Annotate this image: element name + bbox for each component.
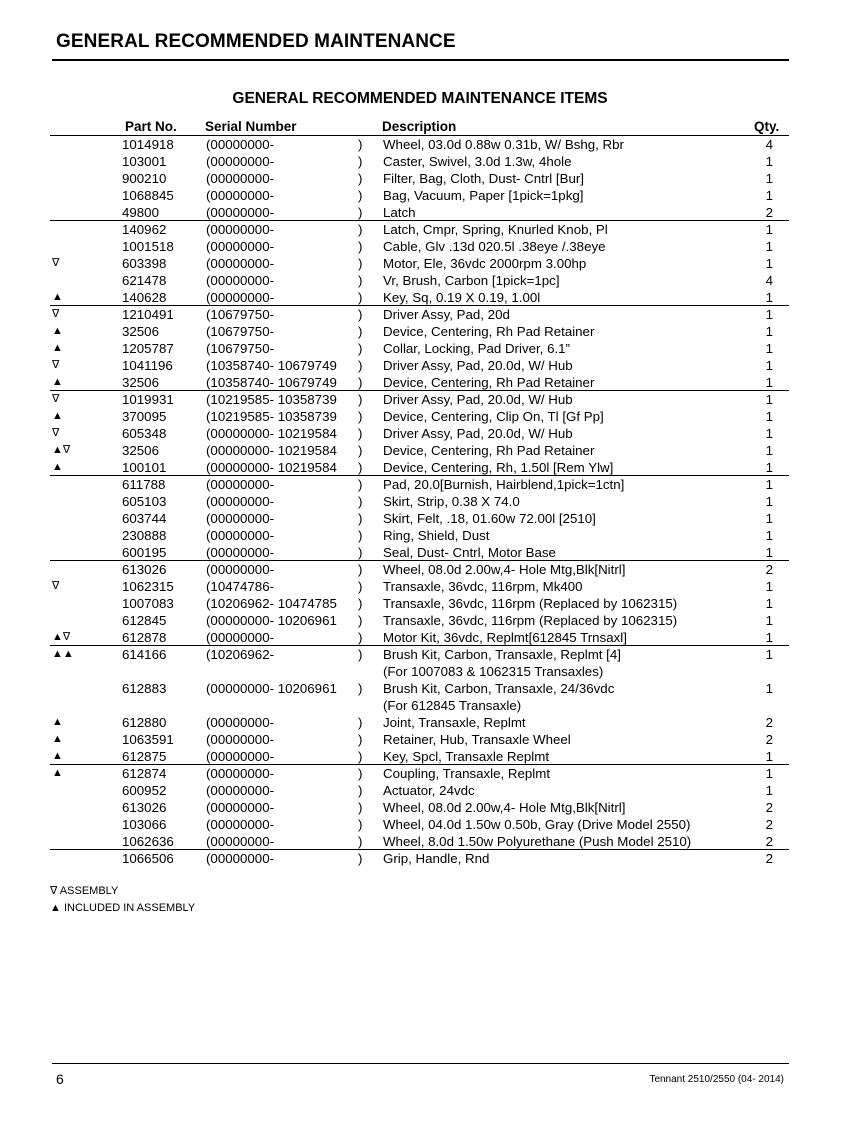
serial-close-paren: ) — [358, 409, 363, 424]
table-row — [0, 187, 866, 204]
quantity: 1 — [765, 375, 773, 390]
legend-included: ▲ INCLUDED IN ASSEMBLY — [50, 902, 196, 914]
description: Latch — [383, 205, 416, 220]
quantity: 1 — [765, 749, 773, 764]
table-row — [0, 714, 866, 731]
part-number: 613026 — [122, 800, 167, 815]
col-part-number: Part No. — [125, 119, 177, 134]
serial-number: (10679750- — [206, 341, 275, 356]
serial-close-paren: ) — [358, 443, 363, 458]
title-rule — [52, 59, 789, 61]
part-number: 103001 — [122, 154, 167, 169]
part-number: 230888 — [122, 528, 167, 543]
row-symbol: ▲ — [52, 716, 63, 728]
description-continued: (For 612845 Transaxle) — [383, 698, 522, 713]
serial-number: (00000000- 10219584 — [206, 460, 337, 475]
description: Joint, Transaxle, Replmt — [383, 715, 526, 730]
row-symbol: ∇ — [52, 359, 60, 371]
part-number: 612883 — [122, 681, 167, 696]
part-number: 612875 — [122, 749, 167, 764]
serial-close-paren: ) — [358, 392, 363, 407]
row-symbol: ∇ — [52, 257, 60, 269]
quantity: 1 — [765, 392, 773, 407]
description: Key, Spcl, Transaxle Replmt — [383, 749, 550, 764]
description: Device, Centering, Clip On, Tl [Gf Pp] — [383, 409, 604, 424]
footer-rule — [52, 1063, 789, 1064]
description: Device, Centering, Rh, 1.50l [Rem Ylw] — [383, 460, 614, 475]
description: Collar, Locking, Pad Driver, 6.1” — [383, 341, 570, 356]
description: Actuator, 24vdc — [383, 783, 475, 798]
description: Transaxle, 36vdc, 116rpm, Mk400 — [383, 579, 583, 594]
description: Brush Kit, Carbon, Transaxle, 24/36vdc — [383, 681, 615, 696]
row-symbol: ▲▲ — [52, 648, 74, 660]
row-symbol: ▲ — [52, 767, 63, 779]
quantity: 1 — [765, 443, 773, 458]
serial-close-paren: ) — [358, 562, 363, 577]
table-row — [0, 357, 866, 374]
row-symbol: ∇ — [52, 308, 60, 320]
section-title: GENERAL RECOMMENDED MAINTENANCE ITEMS — [232, 90, 608, 107]
description: Driver Assy, Pad, 20.0d, W/ Hub — [383, 426, 573, 441]
serial-number: (00000000- — [206, 817, 275, 832]
part-number: 612880 — [122, 715, 167, 730]
quantity: 1 — [765, 188, 773, 203]
part-number: 103066 — [122, 817, 167, 832]
description: Cable, Glv .13d 020.5l .38eye /.38eye — [383, 239, 606, 254]
serial-number: (00000000- — [206, 137, 275, 152]
serial-close-paren: ) — [358, 426, 363, 441]
serial-number: (00000000- — [206, 494, 275, 509]
table-row — [0, 136, 866, 153]
description: Driver Assy, Pad, 20.0d, W/ Hub — [383, 358, 573, 373]
serial-number: (10679750- — [206, 324, 275, 339]
table-row — [0, 442, 866, 459]
table-row — [0, 748, 866, 765]
serial-close-paren: ) — [358, 851, 363, 866]
description: Transaxle, 36vdc, 116rpm (Replaced by 1062315) — [383, 596, 678, 611]
table-row — [0, 289, 866, 306]
serial-close-paren: ) — [358, 817, 363, 832]
row-symbol: ▲∇ — [52, 631, 71, 643]
serial-close-paren: ) — [358, 324, 363, 339]
serial-number: (10358740- 10679749 — [206, 358, 337, 373]
description: Grip, Handle, Rnd — [383, 851, 490, 866]
description: Wheel, 04.0d 1.50w 0.50b, Gray (Drive Model 2550) — [383, 817, 691, 832]
serial-close-paren: ) — [358, 681, 363, 696]
part-number: 600952 — [122, 783, 167, 798]
part-number: 32506 — [122, 443, 159, 458]
quantity: 1 — [765, 494, 773, 509]
table-row — [0, 476, 866, 493]
serial-number: (00000000- — [206, 205, 275, 220]
description: Coupling, Transaxle, Replmt — [383, 766, 551, 781]
serial-number: (00000000- — [206, 290, 275, 305]
part-number: 900210 — [122, 171, 167, 186]
description: Transaxle, 36vdc, 116rpm (Replaced by 1062315) — [383, 613, 678, 628]
serial-close-paren: ) — [358, 766, 363, 781]
description: Skirt, Felt, .18, 01.60w 72.00l [2510] — [383, 511, 596, 526]
serial-number: (00000000- — [206, 545, 275, 560]
description: Device, Centering, Rh Pad Retainer — [383, 324, 595, 339]
part-number: 600195 — [122, 545, 167, 560]
serial-number: (10219585- 10358739 — [206, 392, 337, 407]
row-symbol: ▲ — [52, 733, 63, 745]
table-row — [0, 170, 866, 187]
part-number: 32506 — [122, 375, 159, 390]
row-symbol: ▲∇ — [52, 444, 71, 456]
serial-close-paren: ) — [358, 511, 363, 526]
table-row — [0, 578, 866, 595]
quantity: 1 — [765, 426, 773, 441]
page-title: GENERAL RECOMMENDED MAINTENANCE — [56, 31, 456, 52]
table-row — [0, 391, 866, 408]
quantity: 1 — [765, 681, 773, 696]
quantity: 2 — [765, 834, 773, 849]
serial-close-paren: ) — [358, 375, 363, 390]
serial-close-paren: ) — [358, 579, 363, 594]
serial-number: (00000000- — [206, 188, 275, 203]
table-header — [0, 119, 866, 135]
serial-number: (00000000- — [206, 256, 275, 271]
description: Device, Centering, Rh Pad Retainer — [383, 375, 595, 390]
serial-number: (00000000- 10219584 — [206, 426, 337, 441]
description: Filter, Bag, Cloth, Dust- Cntrl [Bur] — [383, 171, 584, 186]
serial-number: (00000000- — [206, 834, 275, 849]
table-row — [0, 459, 866, 476]
description: Wheel, 8.0d 1.50w Polyurethane (Push Model 2510) — [383, 834, 692, 849]
serial-number: (10206962- 10474785 — [206, 596, 337, 611]
description: Vr, Brush, Carbon [1pick=1pc] — [383, 273, 560, 288]
table-row — [0, 493, 866, 510]
quantity: 1 — [765, 341, 773, 356]
serial-close-paren: ) — [358, 783, 363, 798]
serial-close-paren: ) — [358, 732, 363, 747]
serial-number: (10206962- — [206, 647, 275, 662]
quantity: 1 — [765, 239, 773, 254]
row-symbol: ▲ — [52, 750, 63, 762]
quantity: 2 — [765, 851, 773, 866]
part-number: 621478 — [122, 273, 167, 288]
serial-number: (00000000- — [206, 222, 275, 237]
table-row — [0, 510, 866, 527]
table-row — [0, 561, 866, 578]
table-row — [0, 323, 866, 340]
row-symbol: ▲ — [52, 325, 63, 337]
table-row — [0, 544, 866, 561]
part-number: 1007083 — [122, 596, 174, 611]
quantity: 1 — [765, 528, 773, 543]
quantity: 1 — [765, 409, 773, 424]
serial-number: (00000000- — [206, 562, 275, 577]
table-row — [0, 646, 866, 680]
description: Motor Kit, 36vdc, Replmt[612845 Trnsaxl] — [383, 630, 627, 645]
description: Bag, Vacuum, Paper [1pick=1pkg] — [383, 188, 584, 203]
serial-number: (00000000- — [206, 511, 275, 526]
quantity: 1 — [765, 630, 773, 645]
description: Ring, Shield, Dust — [383, 528, 490, 543]
serial-number: (00000000- — [206, 273, 275, 288]
description: Seal, Dust- Cntrl, Motor Base — [383, 545, 556, 560]
table-row — [0, 255, 866, 272]
parts-table — [0, 136, 866, 867]
table-row — [0, 204, 866, 221]
part-number: 605348 — [122, 426, 167, 441]
part-number: 1014918 — [122, 137, 174, 152]
quantity: 1 — [765, 222, 773, 237]
quantity: 1 — [765, 545, 773, 560]
table-row — [0, 238, 866, 255]
serial-number: (00000000- 10206961 — [206, 613, 337, 628]
description: Skirt, Strip, 0.38 X 74.0 — [383, 494, 520, 509]
serial-close-paren: ) — [358, 290, 363, 305]
row-symbol: ▲ — [52, 376, 63, 388]
serial-number: (10219585- 10358739 — [206, 409, 337, 424]
table-row — [0, 816, 866, 833]
quantity: 2 — [765, 562, 773, 577]
serial-number: (10358740- 10679749 — [206, 375, 337, 390]
quantity: 1 — [765, 596, 773, 611]
serial-number: (00000000- 10219584 — [206, 443, 337, 458]
serial-close-paren: ) — [358, 188, 363, 203]
serial-number: (00000000- — [206, 766, 275, 781]
serial-number: (00000000- — [206, 732, 275, 747]
quantity: 1 — [765, 783, 773, 798]
quantity: 1 — [765, 766, 773, 781]
quantity: 1 — [765, 290, 773, 305]
col-description: Description — [382, 119, 457, 134]
serial-number: (10474786- — [206, 579, 275, 594]
col-quantity: Qty. — [754, 119, 780, 134]
description: Motor, Ele, 36vdc 2000rpm 3.00hp — [383, 256, 587, 271]
serial-close-paren: ) — [358, 596, 363, 611]
table-row — [0, 340, 866, 357]
part-number: 1019931 — [122, 392, 174, 407]
part-number: 611788 — [122, 477, 166, 492]
quantity: 4 — [765, 137, 773, 152]
serial-close-paren: ) — [358, 273, 363, 288]
serial-number: (00000000- 10206961 — [206, 681, 337, 696]
col-serial-number: Serial Number — [205, 119, 297, 134]
serial-close-paren: ) — [358, 545, 363, 560]
page-number: 6 — [56, 1071, 64, 1087]
quantity: 1 — [765, 477, 773, 492]
part-number: 140962 — [122, 222, 167, 237]
description: Retainer, Hub, Transaxle Wheel — [383, 732, 571, 747]
serial-number: (00000000- — [206, 749, 275, 764]
row-symbol: ▲ — [52, 410, 63, 422]
part-number: 1210491 — [122, 307, 174, 322]
part-number: 1062636 — [122, 834, 174, 849]
description: Pad, 20.0[Burnish, Hairblend,1pick=1ctn] — [383, 477, 625, 492]
quantity: 1 — [765, 511, 773, 526]
table-row — [0, 680, 866, 714]
serial-close-paren: ) — [358, 494, 363, 509]
quantity: 1 — [765, 171, 773, 186]
quantity: 1 — [765, 358, 773, 373]
part-number: 603398 — [122, 256, 167, 271]
quantity: 1 — [765, 154, 773, 169]
quantity: 1 — [765, 324, 773, 339]
legend-assembly: ∇ ASSEMBLY — [50, 885, 119, 897]
part-number: 612874 — [122, 766, 167, 781]
serial-close-paren: ) — [358, 256, 363, 271]
part-number: 613026 — [122, 562, 167, 577]
serial-number: (00000000- — [206, 239, 275, 254]
serial-number: (00000000- — [206, 154, 275, 169]
serial-close-paren: ) — [358, 154, 363, 169]
serial-close-paren: ) — [358, 358, 363, 373]
serial-close-paren: ) — [358, 205, 363, 220]
serial-close-paren: ) — [358, 630, 363, 645]
table-row — [0, 527, 866, 544]
part-number: 614166 — [122, 647, 167, 662]
description: Wheel, 08.0d 2.00w,4- Hole Mtg,Blk[Nitrl] — [383, 800, 626, 815]
serial-close-paren: ) — [358, 460, 363, 475]
serial-close-paren: ) — [358, 800, 363, 815]
serial-number: (00000000- — [206, 171, 275, 186]
footer-doc-info: Tennant 2510/2550 (04- 2014) — [649, 1074, 784, 1085]
serial-number: (00000000- — [206, 630, 275, 645]
table-row — [0, 595, 866, 612]
quantity: 1 — [765, 307, 773, 322]
description: Brush Kit, Carbon, Transaxle, Replmt [4] — [383, 647, 621, 662]
row-symbol: ∇ — [52, 427, 60, 439]
part-number: 603744 — [122, 511, 167, 526]
description: Wheel, 08.0d 2.00w,4- Hole Mtg,Blk[Nitrl] — [383, 562, 626, 577]
serial-close-paren: ) — [358, 715, 363, 730]
quantity: 2 — [765, 732, 773, 747]
table-row — [0, 799, 866, 816]
part-number: 32506 — [122, 324, 159, 339]
table-row — [0, 306, 866, 323]
row-symbol: ▲ — [52, 461, 63, 473]
table-row — [0, 408, 866, 425]
table-row — [0, 272, 866, 289]
serial-close-paren: ) — [358, 239, 363, 254]
serial-number: (00000000- — [206, 715, 275, 730]
part-number: 1066506 — [122, 851, 174, 866]
table-row — [0, 153, 866, 170]
serial-number: (00000000- — [206, 528, 275, 543]
serial-number: (10679750- — [206, 307, 275, 322]
quantity: 2 — [765, 715, 773, 730]
part-number: 1062315 — [122, 579, 174, 594]
serial-close-paren: ) — [358, 613, 363, 628]
row-symbol: ∇ — [52, 580, 60, 592]
description: Driver Assy, Pad, 20.0d, W/ Hub — [383, 392, 573, 407]
table-row — [0, 221, 866, 238]
serial-number: (00000000- — [206, 783, 275, 798]
part-number: 370095 — [122, 409, 167, 424]
serial-number: (00000000- — [206, 477, 275, 492]
serial-close-paren: ) — [358, 171, 363, 186]
part-number: 49800 — [122, 205, 159, 220]
row-symbol: ▲ — [52, 291, 63, 303]
part-number: 1068845 — [122, 188, 174, 203]
part-number: 1041196 — [122, 358, 173, 373]
part-number: 1205787 — [122, 341, 174, 356]
row-symbol: ▲ — [52, 342, 63, 354]
part-number: 140628 — [122, 290, 167, 305]
description-continued: (For 1007083 & 1062315 Transaxles) — [383, 664, 604, 679]
part-number: 605103 — [122, 494, 167, 509]
serial-close-paren: ) — [358, 341, 363, 356]
part-number: 612845 — [122, 613, 167, 628]
serial-close-paren: ) — [358, 307, 363, 322]
serial-close-paren: ) — [358, 137, 363, 152]
serial-number: (00000000- — [206, 851, 275, 866]
serial-close-paren: ) — [358, 477, 363, 492]
quantity: 2 — [765, 800, 773, 815]
serial-close-paren: ) — [358, 647, 363, 662]
table-row — [0, 833, 866, 850]
table-row — [0, 765, 866, 782]
table-row — [0, 782, 866, 799]
serial-close-paren: ) — [358, 749, 363, 764]
description: Wheel, 03.0d 0.88w 0.31b, W/ Bshg, Rbr — [383, 137, 624, 152]
description: Latch, Cmpr, Spring, Knurled Knob, Pl — [383, 222, 608, 237]
description: Key, Sq, 0.19 X 0.19, 1.00l — [383, 290, 541, 305]
table-row — [0, 629, 866, 646]
serial-close-paren: ) — [358, 834, 363, 849]
part-number: 100101 — [122, 460, 167, 475]
table-row — [0, 850, 866, 867]
table-row — [0, 425, 866, 442]
row-symbol: ∇ — [52, 393, 60, 405]
part-number: 1001518 — [122, 239, 174, 254]
table-row — [0, 612, 866, 629]
table-row — [0, 374, 866, 391]
quantity: 1 — [765, 579, 773, 594]
quantity: 1 — [765, 613, 773, 628]
description: Caster, Swivel, 3.0d 1.3w, 4hole — [383, 154, 572, 169]
quantity: 2 — [765, 817, 773, 832]
part-number: 1063591 — [122, 732, 174, 747]
quantity: 2 — [765, 205, 773, 220]
table-row — [0, 731, 866, 748]
quantity: 1 — [765, 256, 773, 271]
quantity: 1 — [765, 460, 773, 475]
serial-close-paren: ) — [358, 222, 363, 237]
part-number: 612878 — [122, 630, 167, 645]
quantity: 4 — [765, 273, 773, 288]
quantity: 1 — [765, 647, 773, 662]
serial-close-paren: ) — [358, 528, 363, 543]
description: Driver Assy, Pad, 20d — [383, 307, 510, 322]
description: Device, Centering, Rh Pad Retainer — [383, 443, 595, 458]
serial-number: (00000000- — [206, 800, 275, 815]
